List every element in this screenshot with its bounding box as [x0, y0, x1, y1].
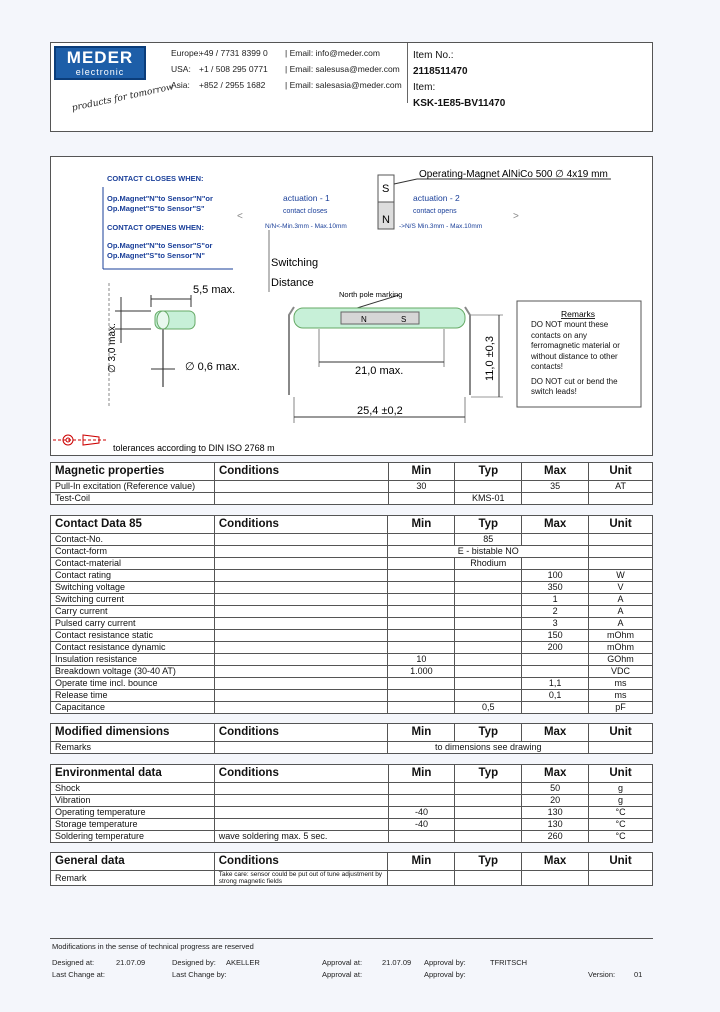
row-typ: [455, 807, 522, 819]
tolerance-note: tolerances according to DIN ISO 2768 m: [113, 443, 275, 453]
row-parameter: Breakdown voltage (30-40 AT): [51, 666, 215, 678]
region-europe: Europe:: [171, 48, 201, 58]
dim-55: 5,5 max.: [193, 284, 236, 296]
row-unit: GOhm: [589, 654, 653, 666]
col-unit: Unit: [589, 765, 653, 783]
row-max: 50: [522, 783, 589, 795]
table-row: [51, 546, 653, 558]
col-unit: Unit: [589, 853, 653, 871]
row-max: 260: [522, 831, 589, 843]
row-unit: °C: [589, 807, 653, 819]
row-parameter: Contact resistance dynamic: [51, 642, 215, 654]
remarks-text-1: DO NOT mount these contacts on any ferromagnetic material or without distance to other contacts!: [531, 320, 620, 371]
table-row: [51, 690, 653, 702]
row-typ: [455, 831, 522, 843]
row-typ: 85: [455, 534, 522, 546]
designed-by-value: AKELLER: [226, 958, 260, 967]
row-min: [388, 871, 455, 886]
footer-note: Modifications in the sense of technical progress are reserved: [52, 942, 254, 951]
sensor-s-label: S: [401, 315, 407, 324]
row-min: [388, 493, 455, 505]
row-typ: [455, 871, 522, 886]
row-unit: [589, 871, 653, 886]
row-parameter: Capacitance: [51, 702, 215, 714]
row-min: [388, 618, 455, 630]
row-parameter: Operating temperature: [51, 807, 215, 819]
col-unit: Unit: [589, 463, 653, 481]
row-conditions: [214, 481, 388, 493]
row-max: 100: [522, 570, 589, 582]
table-title: General data: [51, 853, 215, 871]
actuation-2: actuation - 2: [413, 193, 460, 203]
table-row: [51, 618, 653, 630]
table-title: Magnetic properties: [51, 463, 215, 481]
table-body: [51, 481, 653, 505]
row-conditions: [214, 678, 388, 690]
row-min: [388, 783, 455, 795]
item-label: Item:: [413, 82, 436, 93]
closes-line-2: Op.Magnet"S"to Sensor"S": [107, 204, 205, 213]
tagline: products for tomorrow: [71, 82, 175, 114]
actuation-2-sub: contact opens: [413, 208, 457, 215]
table-header-row: [51, 853, 653, 871]
table-modified-dimensions: [50, 723, 653, 754]
row-min: [388, 642, 455, 654]
row-unit: g: [589, 783, 653, 795]
col-unit: Unit: [589, 724, 653, 742]
row-min: [388, 594, 455, 606]
row-conditions: [214, 618, 388, 630]
row-parameter: Switching current: [51, 594, 215, 606]
row-unit: A: [589, 618, 653, 630]
row-parameter: Contact rating: [51, 570, 215, 582]
row-max: 1,1: [522, 678, 589, 690]
approval-by2-label: Approval by:: [424, 970, 466, 979]
table-row: [51, 807, 653, 819]
distance-label: Distance: [271, 277, 314, 289]
row-parameter: Operate time incl. bounce: [51, 678, 215, 690]
header-box: [50, 42, 653, 132]
row-conditions: [214, 493, 388, 505]
actuation-1: actuation - 1: [283, 193, 330, 203]
reed-contacts: [341, 312, 419, 324]
table-row: [51, 570, 653, 582]
row-min: -40: [388, 807, 455, 819]
row-unit: VDC: [589, 666, 653, 678]
row-max: [522, 654, 589, 666]
approval-at2-label: Approval at:: [322, 970, 363, 979]
table-row: [51, 606, 653, 618]
row-parameter: Release time: [51, 690, 215, 702]
row-typ: [455, 678, 522, 690]
table-row: [51, 666, 653, 678]
row-unit: g: [589, 795, 653, 807]
region-labels: [171, 45, 201, 93]
row-typ: [455, 783, 522, 795]
col-max: Max: [522, 724, 589, 742]
dim-254: 25,4 ±0,2: [357, 405, 403, 417]
row-unit: ms: [589, 678, 653, 690]
row-min: [388, 534, 455, 546]
row-unit: °C: [589, 831, 653, 843]
row-min: [388, 606, 455, 618]
arrow-left-glyph: <: [237, 211, 243, 222]
designed-at-value: 21.07.09: [116, 958, 146, 967]
opens-title: CONTACT OPENES WHEN:: [107, 223, 204, 232]
footer-rule: [50, 938, 653, 939]
col-typ: Typ: [455, 463, 522, 481]
table-magnetic-properties: [50, 462, 653, 505]
row-typ: E - bistable NO: [388, 546, 589, 558]
approval-by-value: TFRITSCH: [490, 958, 528, 967]
phone-list: [199, 45, 268, 93]
table-row: [51, 871, 653, 886]
col-min: Min: [388, 516, 455, 534]
row-parameter: Pull-In excitation (Reference value): [51, 481, 215, 493]
row-typ: Rhodium: [455, 558, 522, 570]
row-min: [388, 690, 455, 702]
row-parameter: Remarks: [51, 742, 215, 754]
magnet-leader: [394, 179, 417, 184]
designed-at-label: Designed at:: [52, 958, 95, 967]
right-lead: [465, 307, 470, 395]
row-typ: [455, 570, 522, 582]
last-change-at-label: Last Change at:: [52, 970, 105, 979]
table-row: [51, 654, 653, 666]
row-conditions: [214, 819, 388, 831]
email-europe[interactable]: | Email: info@meder.com: [285, 48, 380, 58]
closes-title: CONTACT CLOSES WHEN:: [107, 174, 204, 183]
col-typ: Typ: [455, 765, 522, 783]
row-max: [522, 666, 589, 678]
row-parameter: Test-Coil: [51, 493, 215, 505]
row-typ: 0,5: [455, 702, 522, 714]
row-conditions: [214, 690, 388, 702]
range-1: N/N<-Min.3mm - Max.10mm: [265, 223, 347, 230]
row-max: 1: [522, 594, 589, 606]
row-max: 350: [522, 582, 589, 594]
logo-sub-text: electronic: [75, 67, 125, 77]
col-min: Min: [388, 724, 455, 742]
row-max: 130: [522, 819, 589, 831]
row-max: 2: [522, 606, 589, 618]
phone-europe: +49 / 7731 8399 0: [199, 48, 268, 58]
table-body: [51, 742, 653, 754]
row-conditions: wave soldering max. 5 sec.: [214, 831, 388, 843]
opens-line-2: Op.Magnet"S"to Sensor"N": [107, 251, 205, 260]
row-max: [522, 702, 589, 714]
table-row: [51, 783, 653, 795]
row-typ: [455, 630, 522, 642]
row-min: [388, 630, 455, 642]
table-header-row: [51, 463, 653, 481]
table-general-data: [50, 852, 653, 886]
last-change-by-label: Last Change by:: [172, 970, 227, 979]
item-no-label: Item No.:: [413, 50, 454, 61]
sensor-n-label: N: [361, 315, 367, 324]
designed-by-label: Designed by:: [172, 958, 216, 967]
row-max: 200: [522, 642, 589, 654]
row-typ: [455, 690, 522, 702]
row-typ: [455, 582, 522, 594]
row-max: [522, 558, 589, 570]
col-max: Max: [522, 463, 589, 481]
col-max: Max: [522, 765, 589, 783]
approval-at-label: Approval at:: [322, 958, 363, 967]
row-min: [388, 558, 455, 570]
col-max: Max: [522, 516, 589, 534]
row-min: [388, 795, 455, 807]
row-unit: V: [589, 582, 653, 594]
row-conditions: [214, 666, 388, 678]
row-max: [522, 493, 589, 505]
row-unit: AT: [589, 481, 653, 493]
row-max: [522, 871, 589, 886]
col-conditions: Conditions: [214, 853, 388, 871]
table-body: [51, 871, 653, 886]
item-value: KSK-1E85-BV11470: [413, 98, 506, 109]
table-row: [51, 819, 653, 831]
row-unit: [589, 534, 653, 546]
row-max: 3: [522, 618, 589, 630]
row-min: [388, 582, 455, 594]
remarks-text-2: DO NOT cut or bend the switch leads!: [531, 376, 618, 396]
row-conditions: [214, 594, 388, 606]
phone-asia: +852 / 2955 1682: [199, 80, 266, 90]
row-conditions: [214, 654, 388, 666]
dim-110: 11,0 ±0,3: [484, 336, 496, 381]
row-typ: [455, 606, 522, 618]
row-parameter: Contact-No.: [51, 534, 215, 546]
row-conditions: [214, 570, 388, 582]
row-min: [388, 678, 455, 690]
row-conditions: [214, 795, 388, 807]
row-unit: [589, 742, 653, 754]
row-unit: A: [589, 606, 653, 618]
header-divider: [407, 43, 408, 103]
col-unit: Unit: [589, 516, 653, 534]
table-header-row: [51, 516, 653, 534]
col-typ: Typ: [455, 724, 522, 742]
table-title: Modified dimensions: [51, 724, 215, 742]
dim-06: ∅ 0,6 max.: [185, 361, 240, 373]
row-unit: mOhm: [589, 630, 653, 642]
row-parameter: Carry current: [51, 606, 215, 618]
actuation-1-sub: contact closes: [283, 208, 328, 215]
row-min: [388, 702, 455, 714]
row-unit: A: [589, 594, 653, 606]
row-parameter: Storage temperature: [51, 819, 215, 831]
row-max: 35: [522, 481, 589, 493]
row-min: 30: [388, 481, 455, 493]
row-typ: [455, 594, 522, 606]
table-environmental-data: [50, 764, 653, 843]
row-parameter: Shock: [51, 783, 215, 795]
col-conditions: Conditions: [214, 463, 388, 481]
row-parameter: Vibration: [51, 795, 215, 807]
row-conditions: [214, 807, 388, 819]
row-typ: [455, 666, 522, 678]
dim-21: 21,0 max.: [355, 365, 404, 377]
row-max: 150: [522, 630, 589, 642]
row-parameter: Pulsed carry current: [51, 618, 215, 630]
email-usa[interactable]: | Email: salesusa@meder.com: [285, 64, 400, 74]
version-value: 01: [634, 970, 643, 979]
item-no-value: 2118511470: [413, 66, 468, 77]
remarks-title: Remarks: [561, 309, 596, 319]
row-parameter: Contact resistance static: [51, 630, 215, 642]
row-typ: [455, 795, 522, 807]
row-conditions: [214, 742, 388, 754]
table-row: [51, 831, 653, 843]
logo-main-text: MEDER: [66, 48, 134, 67]
table-header-row: [51, 765, 653, 783]
north-pole-label: North pole marking: [339, 290, 403, 299]
region-usa: USA:: [171, 64, 191, 74]
sensor-end-cap: [157, 311, 169, 329]
switching-label: Switching: [271, 257, 319, 269]
row-conditions: [214, 558, 388, 570]
row-min: 10: [388, 654, 455, 666]
region-asia: Asia:: [171, 80, 190, 90]
table-title: Environmental data: [51, 765, 215, 783]
operating-magnet-label: Operating-Magnet AlNiCo 500 ∅ 4x19 mm: [419, 169, 608, 180]
table-row: [51, 630, 653, 642]
table-row: [51, 702, 653, 714]
row-conditions: [214, 582, 388, 594]
col-conditions: Conditions: [214, 724, 388, 742]
table-row: [51, 795, 653, 807]
left-lead: [289, 307, 294, 395]
magnet-n-label: N: [382, 214, 390, 226]
row-conditions: [214, 702, 388, 714]
col-conditions: Conditions: [214, 516, 388, 534]
drawing-svg: [51, 157, 654, 457]
row-max: 20: [522, 795, 589, 807]
col-typ: Typ: [455, 853, 522, 871]
row-typ: [455, 481, 522, 493]
row-max: 130: [522, 807, 589, 819]
table-row: [51, 493, 653, 505]
row-unit: [589, 493, 653, 505]
row-conditions: [214, 630, 388, 642]
row-parameter: Contact-form: [51, 546, 215, 558]
table-row: [51, 642, 653, 654]
approval-at-value: 21.07.09: [382, 958, 412, 967]
table-row: [51, 582, 653, 594]
row-unit: [589, 558, 653, 570]
approval-by-label: Approval by:: [424, 958, 466, 967]
row-parameter: Switching voltage: [51, 582, 215, 594]
email-asia[interactable]: | Email: salesasia@meder.com: [285, 80, 402, 90]
row-conditions: [214, 783, 388, 795]
row-min: [388, 570, 455, 582]
table-row: [51, 594, 653, 606]
row-typ: [455, 819, 522, 831]
col-conditions: Conditions: [214, 765, 388, 783]
row-max: [522, 534, 589, 546]
technical-drawing: [50, 156, 653, 456]
meder-logo: [54, 46, 146, 80]
row-parameter: Soldering temperature: [51, 831, 215, 843]
col-max: Max: [522, 853, 589, 871]
dim-30: ∅ 3,0 max.: [107, 323, 118, 373]
phone-usa: +1 / 508 295 0771: [199, 64, 268, 74]
row-unit: W: [589, 570, 653, 582]
col-min: Min: [388, 463, 455, 481]
table-row: [51, 558, 653, 570]
row-unit: [589, 546, 653, 558]
row-conditions: [214, 642, 388, 654]
col-typ: Typ: [455, 516, 522, 534]
row-max: 0,1: [522, 690, 589, 702]
table-row: [51, 678, 653, 690]
row-unit: ms: [589, 690, 653, 702]
version-label: Version:: [588, 970, 616, 979]
table-body: [51, 534, 653, 714]
arrow-right-glyph: >: [513, 211, 519, 222]
row-min: -40: [388, 819, 455, 831]
closes-line-1: Op.Magnet"N"to Sensor"N"or: [107, 194, 213, 203]
row-parameter: Insulation resistance: [51, 654, 215, 666]
row-min: 1.000: [388, 666, 455, 678]
row-parameter: Remark: [51, 871, 215, 886]
magnet-s-label: S: [382, 183, 390, 195]
row-typ: [455, 642, 522, 654]
row-typ: KMS-01: [455, 493, 522, 505]
row-conditions: [214, 534, 388, 546]
email-list: [285, 45, 402, 93]
table-body: [51, 783, 653, 843]
table-row: [51, 534, 653, 546]
row-typ: [455, 654, 522, 666]
row-parameter: Contact-material: [51, 558, 215, 570]
row-conditions: [214, 606, 388, 618]
row-unit: °C: [589, 819, 653, 831]
row-conditions: Take care: sensor could be put out of tune adjustment by strong magnetic fields: [214, 871, 388, 886]
range-2: ->N/S Min.3mm - Max.10mm: [399, 223, 483, 230]
opens-line-1: Op.Magnet"N"to Sensor"S"or: [107, 241, 213, 250]
table-contact-data: [50, 515, 653, 714]
row-conditions: [214, 546, 388, 558]
row-unit: mOhm: [589, 642, 653, 654]
table-header-row: [51, 724, 653, 742]
table-row: [51, 742, 653, 754]
row-typ: to dimensions see drawing: [388, 742, 589, 754]
col-min: Min: [388, 853, 455, 871]
row-unit: pF: [589, 702, 653, 714]
table-title: Contact Data 85: [51, 516, 215, 534]
row-typ: [455, 618, 522, 630]
table-row: [51, 481, 653, 493]
row-min: [388, 831, 455, 843]
col-min: Min: [388, 765, 455, 783]
